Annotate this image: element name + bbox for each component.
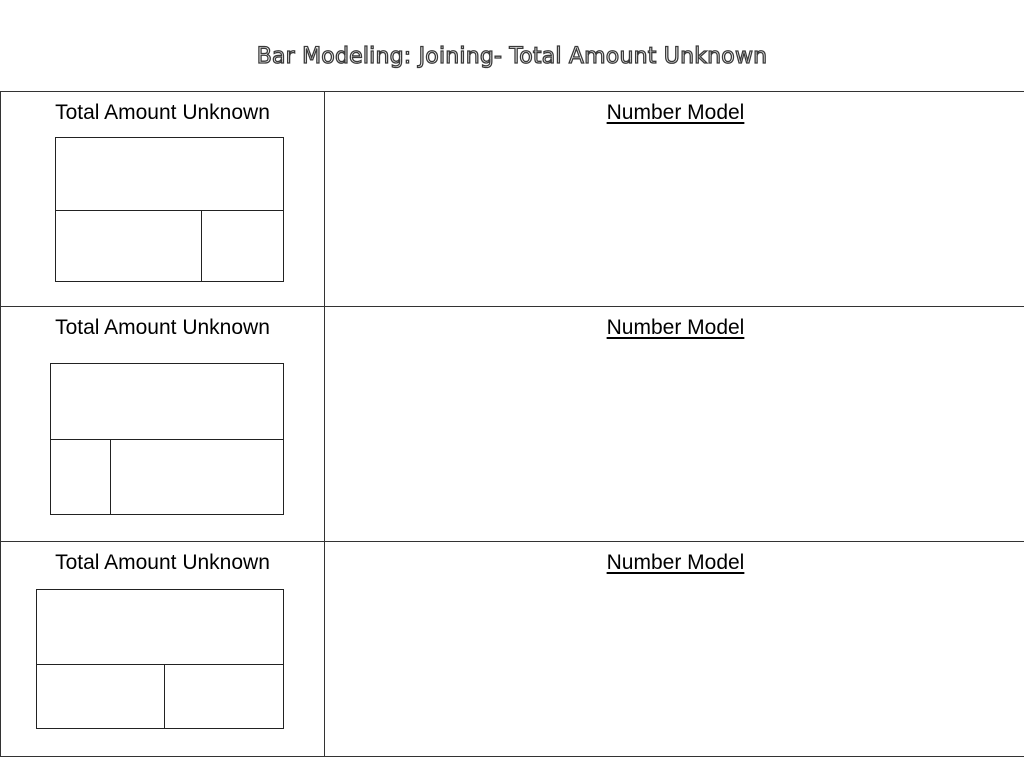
number-model-cell[interactable] — [325, 307, 1024, 542]
bar-model-cell — [1, 542, 325, 757]
number-model-heading: Number Model — [606, 101, 745, 124]
bar-model-part-box[interactable] — [51, 439, 111, 514]
worksheet-table — [0, 91, 1024, 757]
bar-model-heading: Total Amount Unknown — [55, 551, 270, 574]
worksheet-row — [1, 307, 1024, 542]
number-model-cell[interactable] — [325, 92, 1024, 307]
number-model-heading: Number Model — [606, 551, 745, 574]
bar-model-heading: Total Amount Unknown — [55, 101, 270, 124]
number-model-heading: Number Model — [606, 316, 745, 339]
bar-model-heading: Total Amount Unknown — [55, 316, 270, 339]
bar-model-diagram — [55, 137, 284, 282]
bar-model-cell — [1, 307, 325, 542]
bar-model-whole-box[interactable] — [51, 364, 283, 440]
bar-model-part-box[interactable] — [200, 210, 283, 281]
bar-model-part-box[interactable] — [163, 664, 283, 728]
bar-model-cell — [1, 92, 325, 307]
slide-title: Bar Modeling: Joining- Total Amount Unknown — [256, 44, 768, 69]
bar-model-part-box[interactable] — [109, 439, 283, 514]
number-model-cell[interactable] — [325, 542, 1024, 757]
bar-model-part-box[interactable] — [56, 210, 202, 281]
bar-model-diagram — [50, 363, 284, 515]
bar-model-whole-box[interactable] — [56, 138, 283, 211]
bar-model-diagram — [36, 589, 284, 729]
worksheet-row — [1, 92, 1024, 307]
worksheet-row — [1, 542, 1024, 757]
bar-model-whole-box[interactable] — [37, 590, 283, 665]
bar-model-part-box[interactable] — [37, 664, 165, 728]
